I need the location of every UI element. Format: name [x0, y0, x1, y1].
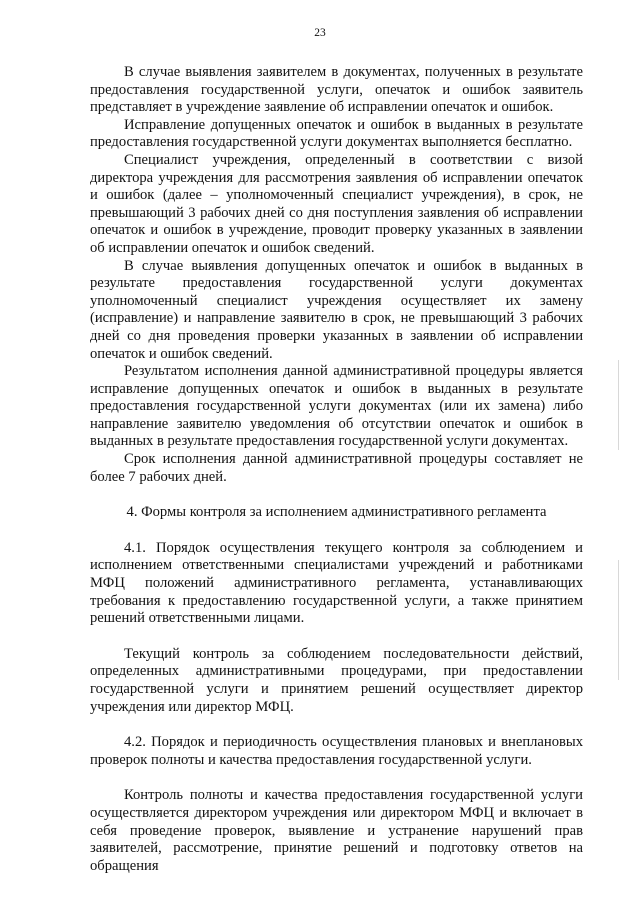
paragraph: Текущий контроль за соблюдением последовательности действий, определенных административными процедурами, при предоставлении государственной услуги и принятием решений осуществляет директор учреждения или директор МФЦ. [90, 645, 583, 715]
paragraph: Специалист учреждения, определенный в соответствии с визой директора учреждения для рассмотрения заявления об исправлении опечаток и ошибок (далее – уполномоченный специалист учреждения), в срок, не превышающий 3 рабочих дней со дня поступления заявления об исправлении опечаток и ошибок в учреждение, проводит проверку указанных в заявлении об исправлении опечаток и ошибок сведений. [90, 151, 583, 256]
paragraph: В случае выявления заявителем в документах, полученных в результате предоставления государственной услуги, опечаток и ошибок заявитель представляет в учреждение заявление об исправлении опечаток и ошибок. [90, 64, 583, 116]
paragraph: Срок исполнения данной административной процедуры составляет не более 7 рабочих дней. [90, 451, 583, 485]
section-heading: 4. Формы контроля за исполнением административного регламента [126, 504, 547, 521]
scan-edge-mark [618, 560, 619, 680]
paragraph: Контроль полноты и качества предоставления государственной услуги осуществляется директором учреждения или директором МФЦ и включает в себя проведение проверок, выявление и устранение нарушений прав заявителей, рассмотрение, принятие решений и подготовку ответов на обращения [90, 787, 583, 874]
subsection-heading: 4.1. Порядок осуществления текущего контроля за соблюдением и исполнением ответственными специалистами учреждений и работниками МФЦ положений административного регламента, устанавливающих требования к предоставлению государственной услуги, а также принятием решений ответственными лицами. [90, 539, 583, 627]
subsection-heading: 4.2. Порядок и периодичность осуществления плановых и внеплановых проверок полноты и качества предоставления государственной услуги. [90, 734, 583, 768]
page-number: 23 [314, 27, 326, 39]
paragraph: Результатом исполнения данной административной процедуры является исправление допущенных опечаток и ошибок в выданных в результате предоставления государственной услуги документах (или их замена) либо направление заявителю уведомления об отсутствии опечаток и ошибок в выданных в результате предоставления государственной услуги документах. [90, 363, 583, 450]
scan-edge-mark [618, 360, 619, 450]
paragraph: В случае выявления допущенных опечаток и ошибок в выданных в результате предоставления государственной услуги документах уполномоченный специалист учреждения осуществляет их замену (исправление) и направление заявителю в срок, не превышающий 3 рабочих дней со дня проведения проверки указанных в заявлении об исправлении опечаток и ошибок сведений. [90, 257, 583, 362]
paragraph: Исправление допущенных опечаток и ошибок в выданных в результате предоставления государственной услуги документах выполняется бесплатно. [90, 116, 583, 151]
document-body [90, 64, 583, 875]
